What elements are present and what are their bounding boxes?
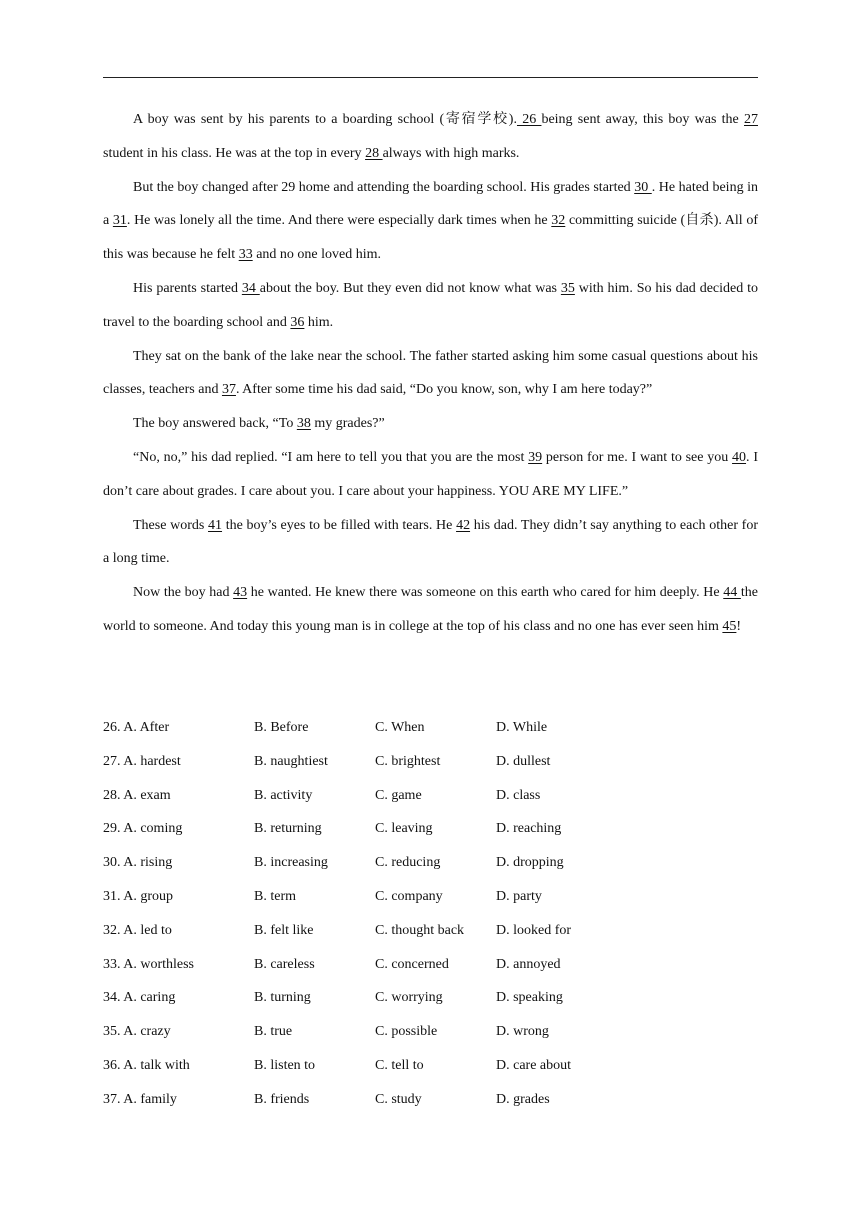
passage-text: my grades?”	[310, 416, 385, 432]
blank-number: 38	[296, 416, 311, 432]
paragraph	[103, 576, 758, 644]
passage-text: !	[736, 618, 742, 634]
passage-text: . After some time his dad said, “Do you know, son, why I am here today?”	[235, 382, 653, 398]
paragraph	[103, 103, 758, 171]
blank-number: 32	[551, 213, 566, 229]
option-d: D. While	[496, 720, 548, 735]
option-row	[103, 846, 758, 880]
passage-text: Now the boy had	[133, 585, 234, 601]
passage-text: his dad. They didn’t say anything to each other for a long time.	[103, 517, 759, 567]
option-c: C. thought back	[375, 922, 465, 938]
passage-text: . He was lonely all the time. And there were especially dark times when he	[126, 213, 552, 229]
passage-text: committing suicide (自杀). All of this was because he felt	[103, 213, 758, 263]
option-b: B. true	[254, 1024, 293, 1040]
option-row	[103, 914, 758, 948]
option-c: C. reducing	[375, 855, 441, 871]
blank-number: 28	[365, 145, 383, 161]
option-d: D. party	[496, 888, 542, 904]
passage-text: They sat on the bank of the lake near the school. The father started asking him some casual questions about his classes, teachers and	[103, 348, 758, 398]
passage-text: he wanted. He knew there was someone on this earth who cared for him deeply. He	[247, 585, 724, 601]
option-a: 30. A. rising	[103, 855, 173, 871]
paragraph	[103, 441, 758, 509]
passage-text: The boy answered back, “To	[133, 416, 297, 432]
option-b: B. careless	[254, 956, 315, 972]
passage-text: But the boy changed after 29 home and attending the boarding school. His grades started	[133, 179, 635, 195]
option-b: B. returning	[254, 821, 322, 837]
option-row	[103, 948, 758, 982]
option-b: B. Before	[254, 720, 309, 735]
option-d: D. class	[496, 787, 541, 803]
option-a: 34. A. caring	[103, 990, 176, 1006]
blank-number: 33	[238, 247, 253, 263]
option-row	[103, 812, 758, 846]
option-c: C. concerned	[375, 956, 449, 972]
option-a: 26. A. After	[103, 720, 170, 735]
passage-text: and no one loved him.	[252, 247, 381, 263]
option-b: B. activity	[254, 787, 313, 803]
option-c: C. game	[375, 787, 422, 803]
option-b: B. turning	[254, 990, 311, 1006]
passage-text: student in his class. He was at the top in every	[103, 145, 366, 161]
option-c: C. tell to	[375, 1057, 424, 1073]
paragraph	[103, 509, 758, 577]
option-d: D. reaching	[496, 821, 562, 837]
cloze-passage	[103, 103, 758, 644]
option-row	[103, 1049, 758, 1083]
option-a: 27. A. hardest	[103, 753, 181, 769]
option-a: 31. A. group	[103, 888, 173, 904]
option-c: C. possible	[375, 1024, 438, 1040]
option-d: D. wrong	[496, 1024, 549, 1040]
blank-number: 26	[516, 112, 542, 127]
option-d: D. annoyed	[496, 956, 561, 972]
option-row	[103, 711, 758, 745]
passage-text: These words	[133, 517, 209, 533]
option-c: C. brightest	[375, 753, 441, 769]
option-a: 28. A. exam	[103, 787, 171, 803]
passage-text: A boy was sent by his parents to a boarding school (寄宿学校).	[133, 112, 517, 127]
blank-number: 44	[723, 585, 741, 601]
option-d: D. dropping	[496, 855, 564, 871]
option-a: 36. A. talk with	[103, 1057, 190, 1073]
passage-text: person for me. I want to see you	[542, 449, 733, 465]
passage-text: about the boy. But they even did not know what was	[259, 280, 561, 296]
blank-number: 35	[560, 280, 575, 296]
option-a: 35. A. crazy	[103, 1024, 171, 1040]
option-c: C. leaving	[375, 821, 433, 837]
option-b: B. felt like	[254, 922, 314, 938]
passage-text: . He hated being in a	[103, 179, 758, 229]
blank-number: 27	[744, 112, 758, 127]
header-rule	[103, 77, 758, 78]
passage-text: His parents started	[133, 280, 242, 296]
blank-number: 31	[112, 213, 127, 229]
blank-number: 39	[528, 449, 543, 465]
passage-text: being sent away, this boy was the	[541, 112, 744, 127]
passage-text: the boy’s eyes to be filled with tears. He	[222, 517, 457, 533]
option-row	[103, 1083, 758, 1117]
blank-number: 45	[722, 618, 737, 634]
passage-text: “No, no,” his dad replied. “I am here to tell you that you are the most	[133, 449, 529, 465]
option-d: D. grades	[496, 1091, 550, 1107]
blank-number: 41	[208, 517, 223, 533]
option-a: 32. A. led to	[103, 922, 172, 938]
paragraph	[103, 407, 758, 441]
option-b: B. listen to	[254, 1057, 316, 1073]
option-a: 29. A. coming	[103, 821, 183, 837]
blank-number: 42	[456, 517, 471, 533]
blank-number: 40	[732, 449, 747, 465]
option-row	[103, 779, 758, 813]
option-row	[103, 880, 758, 914]
paragraph	[103, 340, 758, 408]
option-row	[103, 1015, 758, 1049]
answer-options	[103, 711, 758, 1117]
option-c: C. worrying	[375, 990, 443, 1006]
option-b: B. friends	[254, 1091, 310, 1107]
option-d: D. dullest	[496, 753, 551, 769]
option-d: D. speaking	[496, 990, 563, 1006]
passage-text: always with high marks.	[382, 145, 520, 161]
blank-number: 43	[233, 585, 248, 601]
paragraph	[103, 171, 758, 272]
option-c: C. When	[375, 720, 425, 735]
option-a: 33. A. worthless	[103, 956, 194, 972]
blank-number: 37	[221, 382, 236, 398]
blank-number: 36	[290, 314, 305, 330]
option-b: B. increasing	[254, 855, 328, 871]
passage-text: him.	[304, 314, 334, 330]
option-c: C. company	[375, 888, 443, 904]
option-d: D. care about	[496, 1057, 572, 1073]
passage-text: . I don’t care about grades. I care about you. I care about your happiness. YOU ARE MY LIFE.”	[103, 449, 758, 499]
option-a: 37. A. family	[103, 1091, 177, 1107]
option-c: C. study	[375, 1091, 422, 1107]
blank-number: 34	[241, 280, 260, 296]
option-d: D. looked for	[496, 922, 572, 938]
blank-number: 30	[634, 179, 652, 195]
option-row	[103, 981, 758, 1015]
option-row	[103, 745, 758, 779]
option-b: B. term	[254, 888, 296, 904]
paragraph	[103, 272, 758, 340]
passage-text: with him. So his dad decided to travel to the boarding school and	[103, 280, 758, 330]
option-b: B. naughtiest	[254, 753, 328, 769]
passage-text: the world to someone. And today this young man is in college at the top of his class and no one has ever seen him	[103, 585, 759, 634]
